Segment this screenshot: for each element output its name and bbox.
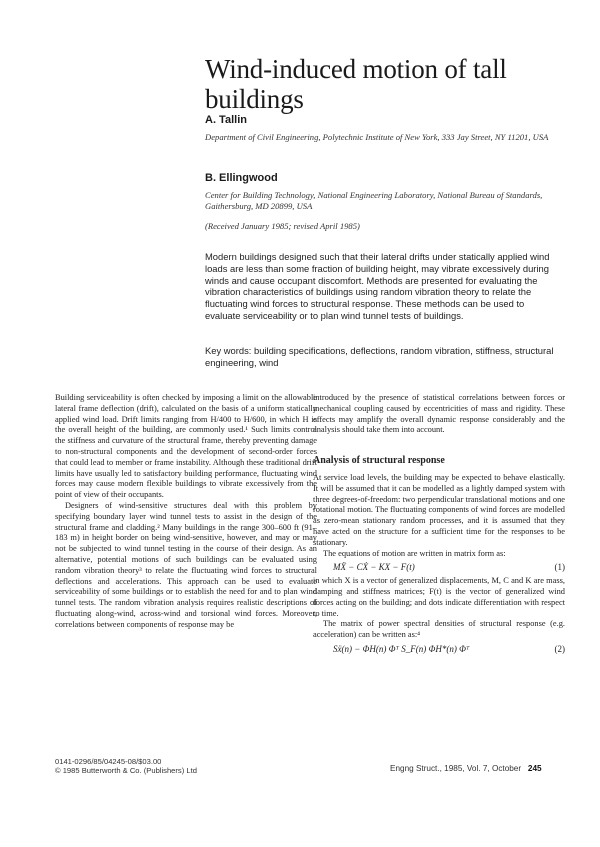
footer-left [55, 757, 197, 775]
paragraph: The equations of motion are written in matrix form as: [323, 548, 506, 558]
author-name: A. Tallin [205, 114, 247, 126]
received-date: (Received January 1985; revised April 1985) [205, 221, 360, 231]
issn-code: 0141-0296/85/04245-08/$03.00 [55, 757, 162, 766]
author-name: B. Ellingwood [205, 172, 278, 184]
article-title: Wind-induced motion of tall buildings [205, 54, 507, 115]
paragraph: introduced by the presence of statistical correlations between forces or mechanical coupling caused by eccentricities of mass and rigidity. These effects may amplify the overall dynamic response considerably and the analysis should take them into account. [313, 393, 565, 435]
paragraph: Building serviceability is often checked by imposing a limit on the allowable lateral frame deflection (drift), calculated on the basis of a uniform statically applied wind load. Drift limits ranging from H/400 to H/600, in which H is the overall height of the building, are commonly used.¹ Such limits control the stiffness and curvature of the structural frame, thereby preventing damage to non-structural components and the development of second-order forces that could lead to member or frame instability. Although these traditional drift limits have usually led to satisfactory building performance, fluctuating wind forces may cause modern flexible buildings to vibrate excessively from the point of view of their occupants. [55, 393, 317, 500]
equation-number: (2) [554, 643, 565, 654]
right-column [313, 393, 565, 658]
equation-2 [313, 644, 565, 655]
paragraph: At service load levels, the building may be expected to behave elastically. It will be assumed that it can be modelled as a lightly damped system with three degrees-of-freedom: two perpendicular translational motions and one rotational motion. The fluctuating components of wind forces are modelled as zero-mean stationary random processes, and it is assumed that they have acted on the structure for a sufficient time for the responses to be stationary. [313, 472, 565, 547]
section-heading: Analysis of structural response [313, 455, 445, 467]
equation-body: Sẍ(n) − ΦH(n) Φᵀ S_F(n) ΦH*(n) Φᵀ [333, 643, 470, 654]
equation-1 [313, 562, 565, 573]
author-affiliation: Center for Building Technology, National Engineering Laboratory, National Bureau of Standards, Gaithersburg, MD 20899, USA [205, 190, 543, 211]
footer-right [390, 764, 542, 773]
keywords: Key words: building specifications, deflections, random vibration, stiffness, structural engineering, wind [205, 345, 554, 368]
paragraph: in which X is a vector of generalized displacements, M, C and K are mass, damping and stiffness matrices; F(t) is the vector of generalized wind forces acting on the building; and dots indicate differentiation with respect to time. [313, 576, 565, 618]
equation-body: MẌ − CẊ − KX − F(t) [333, 562, 415, 573]
paragraph: Designers of wind-sensitive structures deal with this problem by specifying boundary layer wind tunnel tests to assist in the design of the structural frame and cladding.² Many buildings in the range 300–600 ft (91–183 m) in height border on being wind-sensitive, however, and may or may not be subjected to wind tunnel testing in the course of their design. As an alternative, potential motions of such buildings can be evaluated using random vibration theory³ to relate the fluctuating wind forces to structural deflections and accelerations. This approach can be used to evaluate serviceability of some buildings or to establish the need for and to plan wind tunnel tests. The random vibration analysis requires realistic descriptions of fluctuating along-wind, across-wind and torsional wind forces. Moreover, correlations between components of response may be [55, 500, 317, 629]
paragraph: The matrix of power spectral densities of structural response (e.g. acceleration) can be written as:⁴ [313, 619, 565, 640]
author-affiliation: Department of Civil Engineering, Polytechnic Institute of New York, 333 Jay Street, NY 11201, USA [205, 132, 549, 142]
page-number: 245 [527, 764, 542, 773]
equation-number: (1) [554, 562, 565, 573]
left-column [55, 393, 317, 631]
abstract: Modern buildings designed such that their lateral drifts under statically applied wind loads are less than some fraction of building height, may vibrate excessively during winds and cause occupant discomfort. Methods are presented for evaluating the vibration characteristics of buildings using random vibration theory to relate the fluctuating wind forces to structural response. These methods can be used to evaluate serviceability or to plan wind tunnel tests of buildings. [205, 251, 550, 321]
journal-citation: Engng Struct., 1985, Vol. 7, October [390, 764, 522, 773]
copyright: © 1985 Butterworth & Co. (Publishers) Ltd [55, 766, 197, 775]
